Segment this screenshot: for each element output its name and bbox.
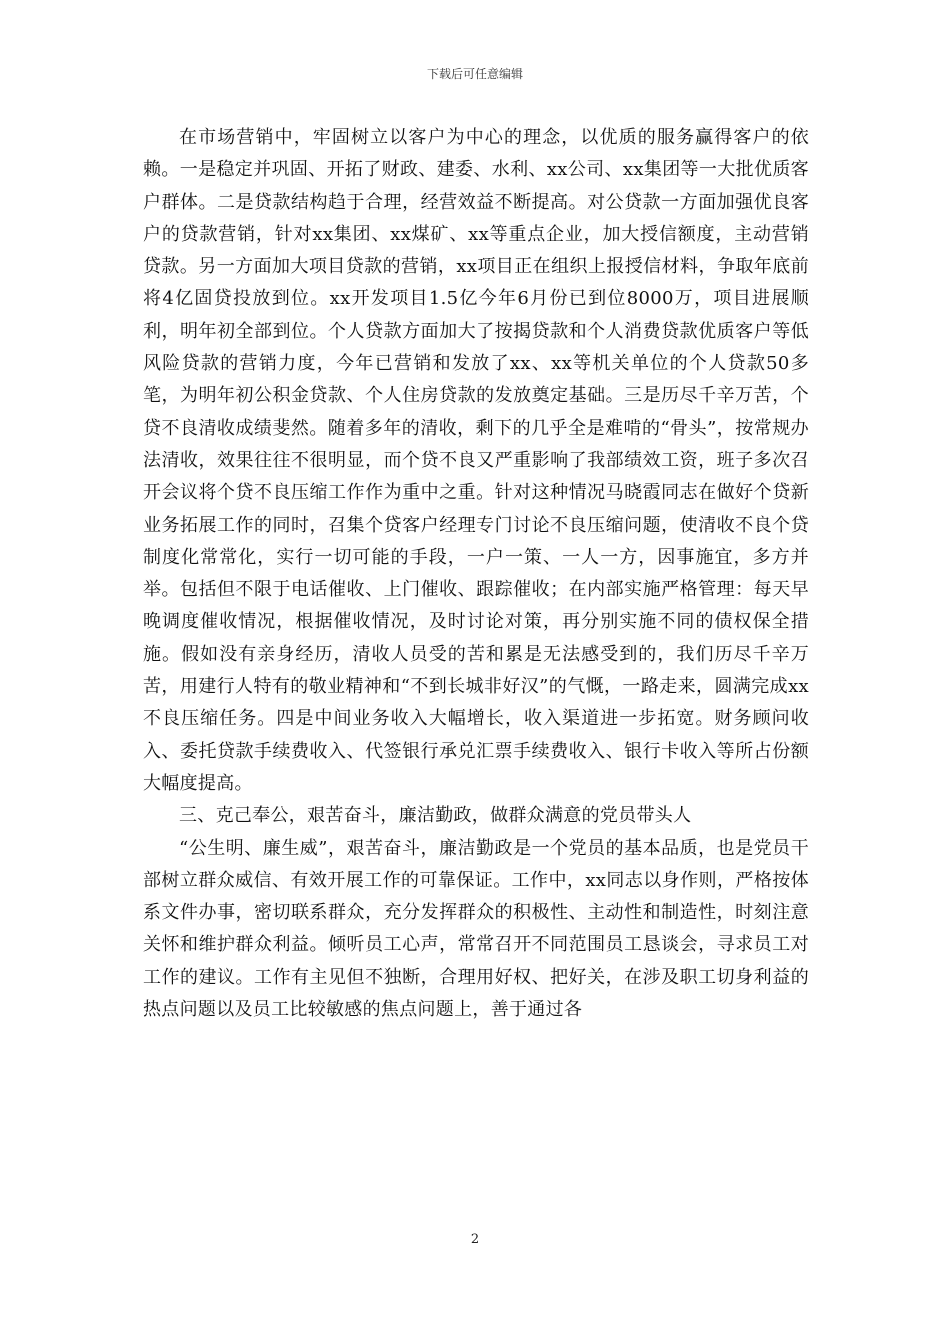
page-header: 下载后可任意编辑 (426, 67, 523, 81)
paragraph-marketing: 在市场营销中，牢固树立以客户为中心的理念，以优质的服务赢得客户的依赖。一是稳定并巩固、开拓了财政、建委、水利、xx公司、xx集团等一大批优质客户群体。二是贷款结构趋于合理，经营效益不断提高。对公贷款一方面加强优良客户的贷款营销，针对xx集团、xx煤矿、xx等重点企业，加大授信额度，主动营销贷款。另一方面加大项目贷款的营销，xx项目正在组织上报授信材料，争取年底前将4亿固贷投放到位。xx开发项目1.5亿今年6月份已到位8000万，项目进展顺利，明年初全部到位。个人贷款方面加大了按揭贷款和个人消费贷款优质客户等低风险贷款的营销力度，今年已营销和发放了xx、xx等机关单位的个人贷款50多笔，为明年初公积金贷款、个人住房贷款的发放奠定基础。三是历尽千辛万苦，个贷不良清收成绩斐然。随着多年的清收，剩下的几乎全是难啃的“骨头”，按常规办法清收，效果往往不很明显，而个贷不良又严重影响了我部绩效工资，班子多次召开会议将个贷不良压缩工作作为重中之重。针对这种情况马晓霞同志在做好个贷新业务拓展工作的同时，召集个贷客户经理专门讨论不良压缩问题，使清收不良个贷制度化常常化，实行一切可能的手段，一户一策、一人一方，因事施宜，多方并举。包括但不限于电话催收、上门催收、跟踪催收；在内部实施严格管理：每天早晚调度催收情况，根据催收情况，及时讨论对策，再分别实施不同的债权保全措施。假如没有亲身经历，清收人员受的苦和累是无法感受到的，我们历尽千辛万苦，用建行人特有的敬业精神和“不到长城非好汉”的气慨，一路走来，圆满完成xx不良压缩任务。四是中间业务收入大幅增长，收入渠道进一步拓宽。财务顾问收入、委托贷款手续费收入、代签银行承兑汇票手续费收入、银行卡收入等所占份额大幅度提高。 (143, 127, 809, 794)
document-body (143, 122, 809, 1026)
section-heading-3: 三、克己奉公，艰苦奋斗，廉洁勤政，做群众满意的党员带头人 (179, 805, 692, 827)
page-number: 2 (470, 1232, 480, 1247)
paragraph-integrity: “公生明、廉生威”，艰苦奋斗，廉洁勤政是一个党员的基本品质，也是党员干部树立群众威信、有效开展工作的可靠保证。工作中，xx同志以身作则，严格按体系文件办事，密切联系群众，充分发挥群众的积极性、主动性和制造性，时刻注意关怀和维护群众利益。倾听员工心声，常常召开不同范围员工恳谈会，寻求员工对工作的建议。工作有主见但不独断，合理用好权、把好关，在涉及职工切身利益的热点问题以及员工比较敏感的焦点问题上，善于通过各 (143, 837, 809, 1021)
